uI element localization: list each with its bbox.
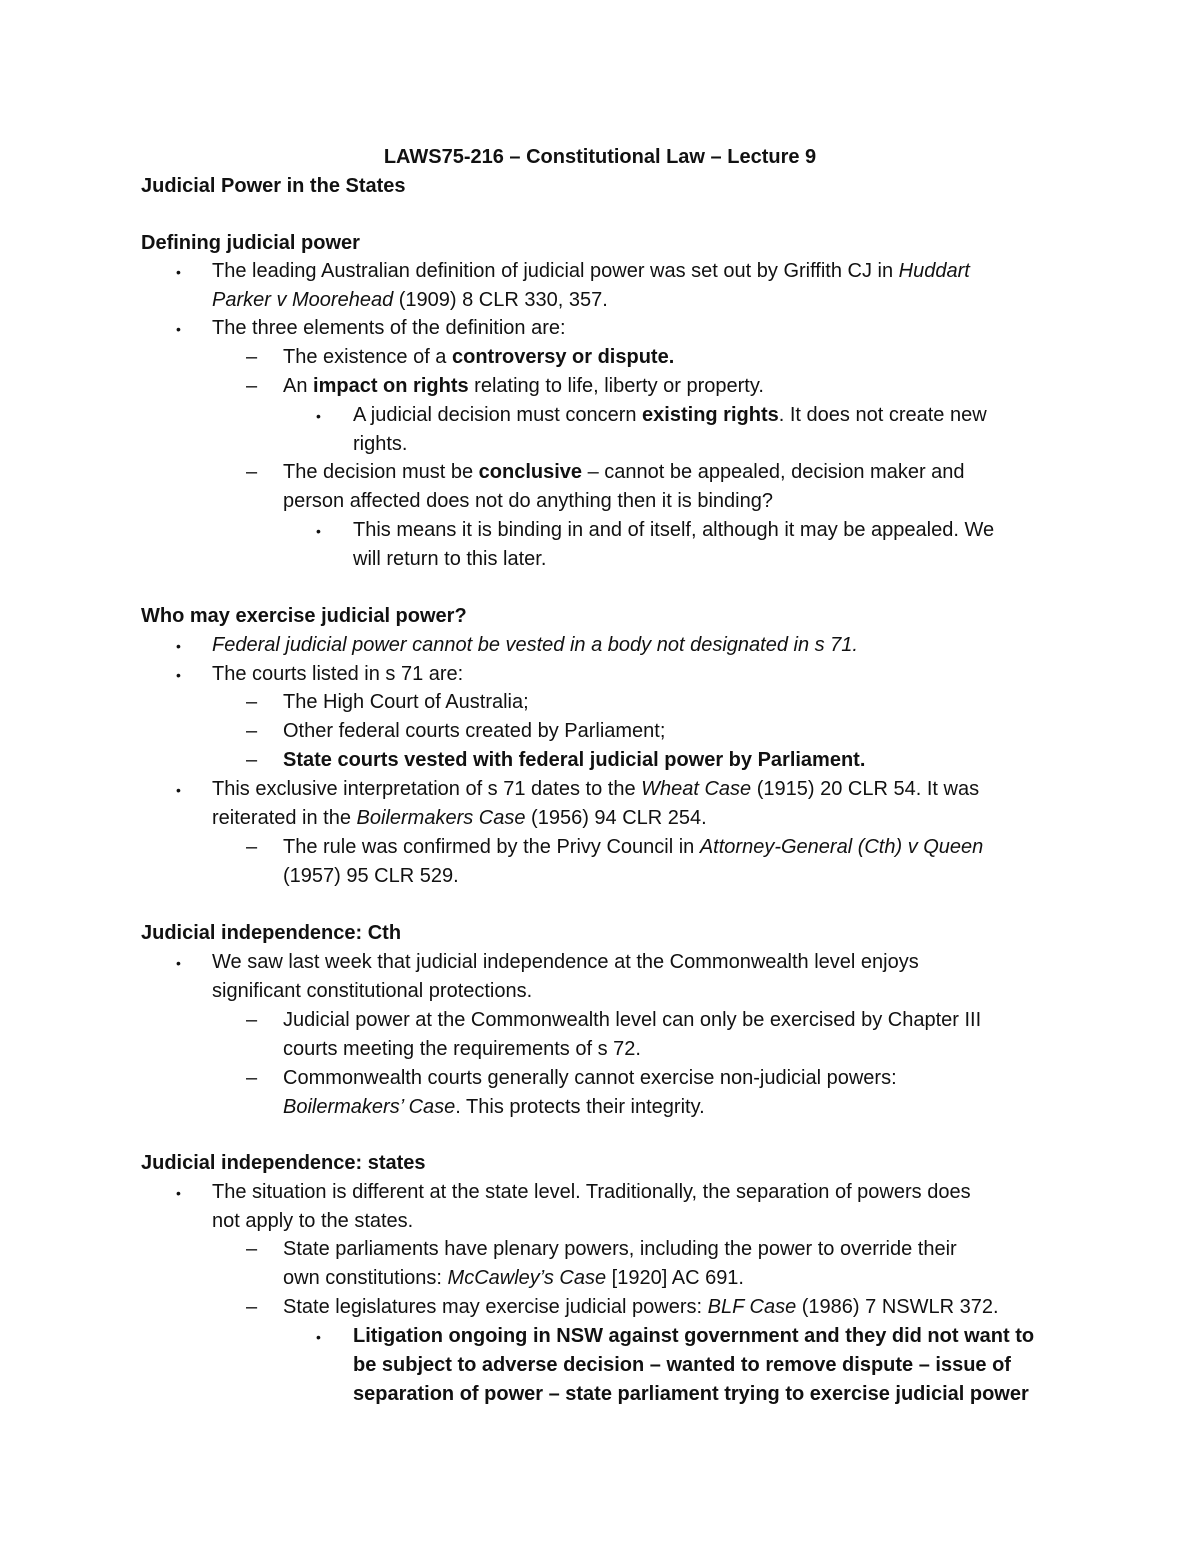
dash-marker: – — [246, 461, 258, 483]
dash-marker: – — [246, 1238, 258, 1260]
list-item-cont: rights. — [353, 433, 408, 455]
dash-marker: – — [246, 1296, 258, 1318]
list-item: An impact on rights relating to life, liberty or property. — [283, 375, 764, 397]
list-item-cont: (1957) 95 CLR 529. — [283, 865, 459, 887]
dash-marker: – — [246, 691, 258, 713]
list-item: State courts vested with federal judicial power by Parliament. — [283, 749, 866, 771]
list-item: Other federal courts created by Parliament; — [283, 720, 666, 742]
dash-marker: – — [246, 1009, 258, 1031]
bullet-marker: • — [316, 523, 321, 539]
dash-marker: – — [246, 836, 258, 858]
list-item-cont: Boilermakers’ Case. This protects their integrity. — [283, 1096, 705, 1118]
list-item: Federal judicial power cannot be vested in a body not designated in s 71. — [212, 634, 858, 656]
bullet-marker: • — [176, 264, 181, 280]
list-item: The three elements of the definition are: — [212, 317, 566, 339]
bullet-marker: • — [176, 1185, 181, 1201]
list-item: Judicial power at the Commonwealth level can only be exercised by Chapter III — [283, 1009, 982, 1031]
document-title: LAWS75-216 – Constitutional Law – Lecture 9 — [383, 146, 817, 168]
dash-marker: – — [246, 1067, 258, 1089]
section-heading-independence-states: Judicial independence: states — [141, 1152, 426, 1174]
section-heading-independence-cth: Judicial independence: Cth — [141, 922, 402, 944]
document-subtitle: Judicial Power in the States — [141, 175, 406, 197]
list-item: Commonwealth courts generally cannot exercise non-judicial powers: — [283, 1067, 897, 1089]
section-heading-who-may: Who may exercise judicial power? — [141, 605, 467, 627]
list-item-cont: not apply to the states. — [212, 1210, 414, 1232]
bullet-marker: • — [316, 408, 321, 424]
bullet-marker: • — [176, 955, 181, 971]
list-item: The leading Australian definition of judicial power was set out by Griffith CJ in Huddart — [212, 260, 970, 282]
bullet-marker: • — [176, 321, 181, 337]
list-item-cont: be subject to adverse decision – wanted to remove dispute – issue of — [353, 1354, 1011, 1376]
list-item: This means it is binding in and of itself, although it may be appealed. We — [353, 519, 995, 541]
list-item: The existence of a controversy or dispute. — [283, 346, 675, 368]
bullet-marker: • — [316, 1329, 321, 1345]
section-heading-defining: Defining judicial power — [141, 232, 360, 254]
list-item-cont: courts meeting the requirements of s 72. — [283, 1038, 641, 1060]
dash-marker: – — [246, 375, 258, 397]
dash-marker: – — [246, 346, 258, 368]
list-item: Litigation ongoing in NSW against government and they did not want to — [353, 1325, 1035, 1347]
list-item: This exclusive interpretation of s 71 dates to the Wheat Case (1915) 20 CLR 54. It was — [212, 778, 980, 800]
list-item-cont: person affected does not do anything then it is binding? — [283, 490, 773, 512]
dash-marker: – — [246, 720, 258, 742]
bullet-marker: • — [176, 782, 181, 798]
list-item: State parliaments have plenary powers, including the power to override their — [283, 1238, 957, 1260]
list-item-cont: separation of power – state parliament trying to exercise judicial power — [353, 1383, 1029, 1405]
list-item-cont: reiterated in the Boilermakers Case (1956) 94 CLR 254. — [212, 807, 707, 829]
list-item: The rule was confirmed by the Privy Council in Attorney-General (Cth) v Queen — [283, 836, 984, 858]
list-item-cont: significant constitutional protections. — [212, 980, 533, 1002]
list-item: The situation is different at the state level. Traditionally, the separation of powers does — [212, 1181, 971, 1203]
list-item-cont: will return to this later. — [353, 548, 547, 570]
list-item: A judicial decision must concern existing rights. It does not create new — [353, 404, 987, 426]
dash-marker: – — [246, 749, 258, 771]
list-item: The decision must be conclusive – cannot be appealed, decision maker and — [283, 461, 965, 483]
bullet-marker: • — [176, 638, 181, 654]
list-item: The courts listed in s 71 are: — [212, 663, 464, 685]
list-item-cont: Parker v Moorehead (1909) 8 CLR 330, 357. — [212, 289, 608, 311]
bullet-marker: • — [176, 667, 181, 683]
list-item: State legislatures may exercise judicial powers: BLF Case (1986) 7 NSWLR 372. — [283, 1296, 999, 1318]
list-item: The High Court of Australia; — [283, 691, 529, 713]
list-item: We saw last week that judicial independence at the Commonwealth level enjoys — [212, 951, 919, 973]
list-item-cont: own constitutions: McCawley’s Case [1920] AC 691. — [283, 1267, 744, 1289]
